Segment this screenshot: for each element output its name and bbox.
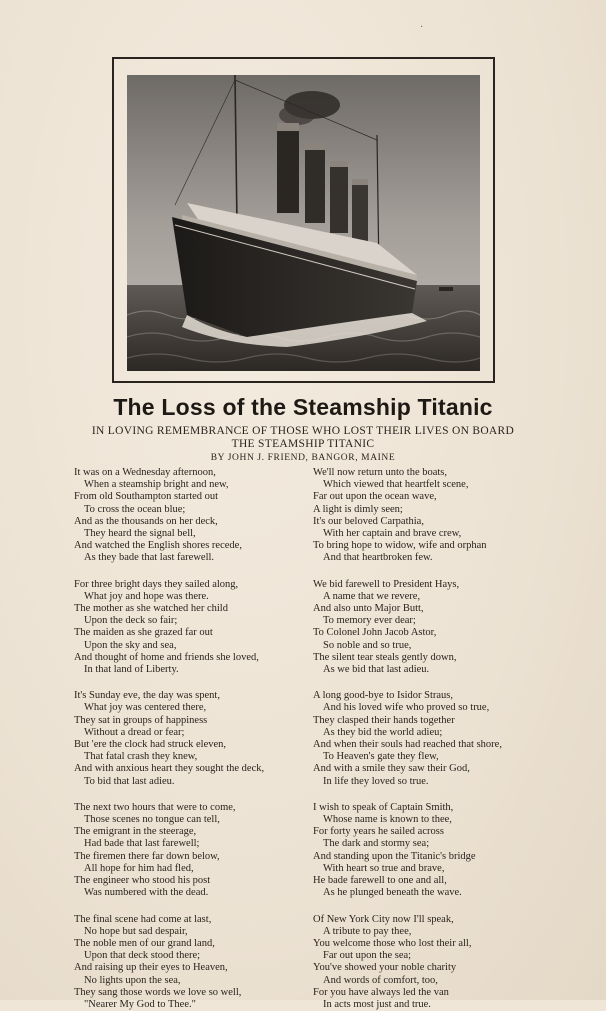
dedication-line-2: THE STEAMSHIP TITANIC: [0, 438, 606, 451]
poem-line: They sang those words we love so well,: [74, 987, 329, 999]
poem-line: The firemen there far down below,: [74, 851, 329, 863]
poem-line: Those scenes no tongue can tell,: [74, 814, 329, 826]
poem-line: Far out upon the ocean wave,: [313, 491, 568, 503]
poem-line: The maiden as she grazed far out: [74, 627, 329, 639]
poem-line: For you have always led the van: [313, 987, 568, 999]
dedication-line-1: IN LOVING REMEMBRANCE OF THOSE WHO LOST THEIR LIVES ON BOARD: [0, 425, 606, 438]
poem-line: For forty years he sailed across: [313, 826, 568, 838]
poem-line: That fatal crash they knew,: [74, 751, 329, 763]
poem-line: And raising up their eyes to Heaven,: [74, 962, 329, 974]
dedication: [0, 425, 606, 451]
poem-line: The dark and stormy sea;: [313, 838, 568, 850]
poem-column-right: [313, 467, 568, 1011]
poem-line: No hope but sad despair,: [74, 926, 329, 938]
ship-illustration: [127, 75, 480, 371]
poem-line: Upon the sky and sea,: [74, 640, 329, 652]
poem-line: All hope for him had fled,: [74, 863, 329, 875]
poem-line: They clasped their hands together: [313, 715, 568, 727]
poem-line: It's our beloved Carpathia,: [313, 516, 568, 528]
stanza: [74, 467, 329, 565]
poem-line: The engineer who stood his post: [74, 875, 329, 887]
poem-line: From old Southampton started out: [74, 491, 329, 503]
poem-line: Upon that deck stood there;: [74, 950, 329, 962]
poem-line: And that heartbroken few.: [313, 552, 568, 564]
poem-line: Which viewed that heartfelt scene,: [313, 479, 568, 491]
poem-line: As they bid the world adieu;: [313, 727, 568, 739]
stanza: [74, 802, 329, 900]
stanza: [313, 579, 568, 677]
poem-line: We bid farewell to President Hays,: [313, 579, 568, 591]
poem-line: In acts most just and true.: [313, 999, 568, 1011]
poem-line: To memory ever dear;: [313, 615, 568, 627]
poem-line: And thought of home and friends she loved,: [74, 652, 329, 664]
stanza: [74, 914, 329, 1011]
poem-line: To bid that last adieu.: [74, 776, 329, 788]
poem-line: To bring hope to widow, wife and orphan: [313, 540, 568, 552]
poem-line: Was numbered with the dead.: [74, 887, 329, 899]
poem-line: Whose name is known to thee,: [313, 814, 568, 826]
poem-line: When a steamship bright and new,: [74, 479, 329, 491]
poem-line: And words of comfort, too,: [313, 975, 568, 987]
poem-line: The final scene had come at last,: [74, 914, 329, 926]
poem-line: I wish to speak of Captain Smith,: [313, 802, 568, 814]
poem-line: In life they loved so true.: [313, 776, 568, 788]
poem-line: Had bade that last farewell;: [74, 838, 329, 850]
poem-line: You welcome those who lost their all,: [313, 938, 568, 950]
poem-line: They sat in groups of happiness: [74, 715, 329, 727]
poem-line: And with anxious heart they sought the deck,: [74, 763, 329, 775]
poem-line: As we bid that last adieu.: [313, 664, 568, 676]
poem-line: Far out upon the sea;: [313, 950, 568, 962]
poem-line: It's Sunday eve, the day was spent,: [74, 690, 329, 702]
poem-line: A long good-bye to Isidor Straus,: [313, 690, 568, 702]
poem-line: You've showed your noble charity: [313, 962, 568, 974]
stanza: [313, 690, 568, 788]
poem-line: They heard the signal bell,: [74, 528, 329, 540]
poem-line: What joy was centered there,: [74, 702, 329, 714]
ship-engraving: [127, 75, 480, 371]
poem-line: A tribute to pay thee,: [313, 926, 568, 938]
poem-line: The mother as she watched her child: [74, 603, 329, 615]
poem-line: Of New York City now I'll speak,: [313, 914, 568, 926]
poem-line: With her captain and brave crew,: [313, 528, 568, 540]
poem-line: And as the thousands on her deck,: [74, 516, 329, 528]
poem-line: As they bade that last farewell.: [74, 552, 329, 564]
poem-line: A light is dimly seen;: [313, 504, 568, 516]
poem-line: The next two hours that were to come,: [74, 802, 329, 814]
poem-line: "Nearer My God to Thee.": [74, 999, 329, 1011]
poem-line: He bade farewell to one and all,: [313, 875, 568, 887]
poem-line: With heart so true and brave,: [313, 863, 568, 875]
poem-line: In that land of Liberty.: [74, 664, 329, 676]
poem-line: To cross the ocean blue;: [74, 504, 329, 516]
poem-line: And also unto Major Butt,: [313, 603, 568, 615]
poem-line: The emigrant in the steerage,: [74, 826, 329, 838]
poem-line: Without a dread or fear;: [74, 727, 329, 739]
stanza: [74, 690, 329, 788]
poem-line: A name that we revere,: [313, 591, 568, 603]
poem-line: So noble and so true,: [313, 640, 568, 652]
author-byline: BY JOHN J. FRIEND, BANGOR, MAINE: [0, 453, 606, 463]
stanza: [313, 802, 568, 900]
poem-line: And when their souls had reached that shore,: [313, 739, 568, 751]
poem-line: The silent tear steals gently down,: [313, 652, 568, 664]
poem-line: But 'ere the clock had struck eleven,: [74, 739, 329, 751]
poem-line: And with a smile they saw their God,: [313, 763, 568, 775]
stanza: [74, 579, 329, 677]
poem-line: What joy and hope was there.: [74, 591, 329, 603]
stanza: [313, 914, 568, 1011]
poem-line: As he plunged beneath the wave.: [313, 887, 568, 899]
poem-line: To Colonel John Jacob Astor,: [313, 627, 568, 639]
poem-column-left: [74, 467, 329, 1011]
poem-line: We'll now return unto the boats,: [313, 467, 568, 479]
poem-line: For three bright days they sailed along,: [74, 579, 329, 591]
poem-line: And watched the English shores recede,: [74, 540, 329, 552]
poem-line: It was on a Wednesday afternoon,: [74, 467, 329, 479]
poem-line: Upon the deck so fair;: [74, 615, 329, 627]
poem-line: No lights upon the sea,: [74, 975, 329, 987]
poem-line: The noble men of our grand land,: [74, 938, 329, 950]
stanza: [313, 467, 568, 565]
poem-line: And standing upon the Titanic's bridge: [313, 851, 568, 863]
poem-line: To Heaven's gate they flew,: [313, 751, 568, 763]
page-mark: ·: [420, 22, 423, 33]
poem-title: The Loss of the Steamship Titanic: [0, 394, 606, 421]
poem-line: And his loved wife who proved so true,: [313, 702, 568, 714]
